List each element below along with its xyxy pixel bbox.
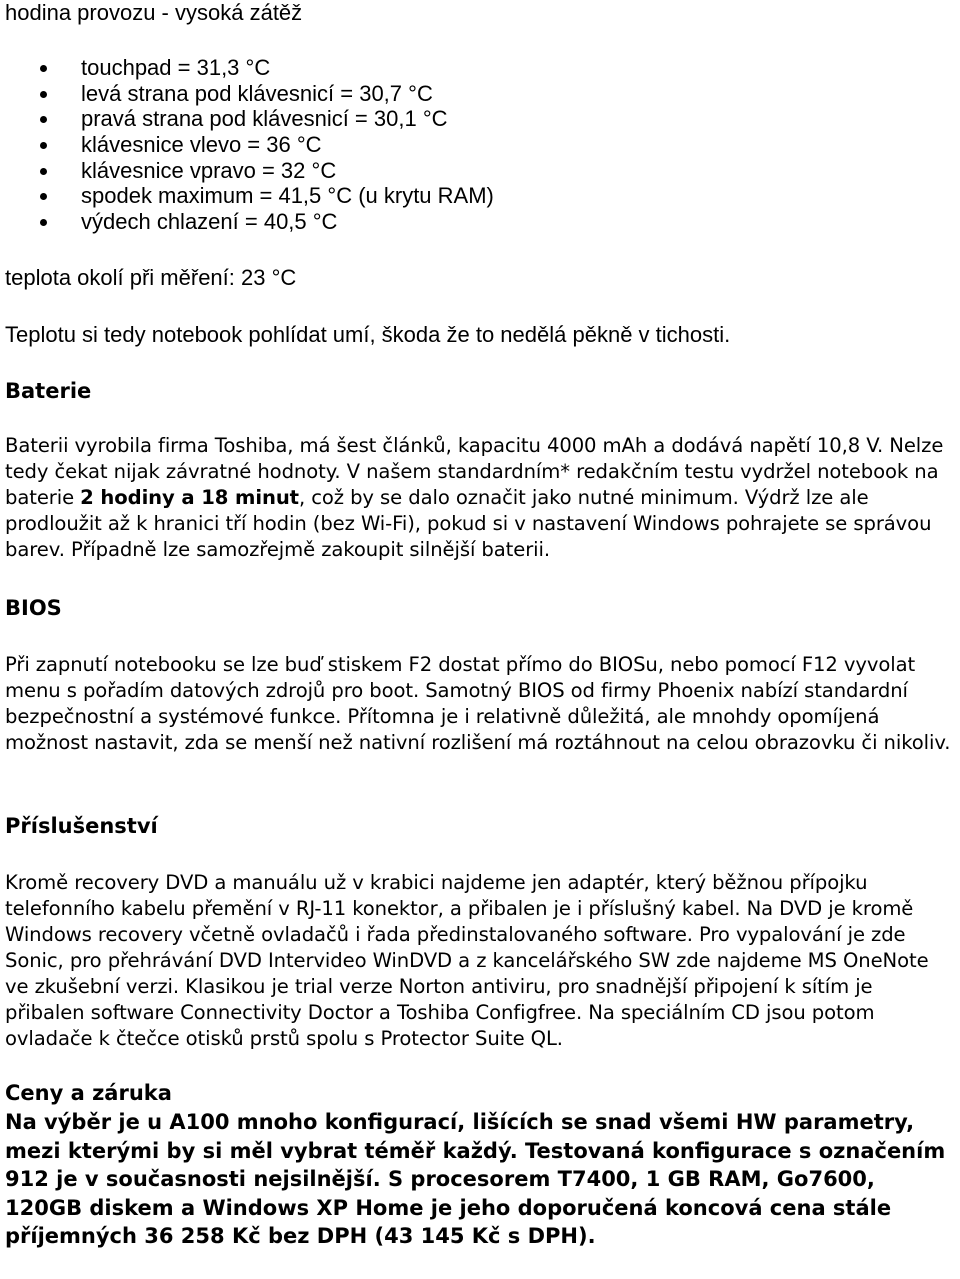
section-heading-load: hodina provozu - vysoká zátěž xyxy=(5,0,303,25)
accessories-paragraph: Kromě recovery DVD a manuálu už v krabici najdeme jen adaptér, který běžnou přípojku telefonního kabelu přemění v RJ-11 konektor, a přibalen je i příslušný kabel. Na DVD je kromě Windows recovery včetně ovladačů i řada předinstalovaného software. Pro vypalování je zde Sonic, pro přehrávání DVD Intervideo WinDVD a z kancelářského SW zde najdeme MS OneNote ve zkušební verzi. Klasikou je trial verze Norton antiviru, pro snadnější připojení k sítím je přibalen software Connectivity Doctor a Toshiba Configfree. Na speciálním CD jsou potom ovladače k čtečce otisků prstů spolu s Protector Suite QL. xyxy=(5,871,929,1050)
prices-paragraph: Na výběr je u A100 mnoho konfigurací, lišících se snad všemi HW parametry, mezi kterými by si měl vybrat téměř každý. Testovaná konfigurace s označením 912 je v současnosti nejsilnější. S procesorem T7400, 1 GB RAM, Go7600, 120GB diskem a Windows XP Home je jeho doporučená koncová cena stále příjemných 36 258 Kč bez DPH (43 145 Kč s DPH). xyxy=(5,1110,946,1248)
bullet-icon xyxy=(40,219,47,226)
bullet-icon xyxy=(40,91,47,98)
list-item: klávesnice vlevo = 36 °C xyxy=(0,132,494,158)
list-item: pravá strana pod klávesnicí = 30,1 °C xyxy=(0,106,494,132)
list-item: klávesnice vpravo = 32 °C xyxy=(0,158,494,184)
bullet-icon xyxy=(40,142,47,149)
list-item: spodek maximum = 41,5 °C (u krytu RAM) xyxy=(0,183,494,209)
bullet-icon xyxy=(40,65,47,72)
bullet-icon xyxy=(40,193,47,200)
prices-heading: Ceny a záruka xyxy=(5,1081,172,1105)
temperature-list xyxy=(0,55,494,235)
list-item: výdech chlazení = 40,5 °C xyxy=(0,209,494,235)
battery-heading: Baterie xyxy=(5,379,92,403)
temperature-comment: Teplotu si tedy notebook pohlídat umí, škoda že to nedělá pěkně v tichosti. xyxy=(5,322,731,347)
bullet-icon xyxy=(40,168,47,175)
accessories-heading: Příslušenství xyxy=(5,814,158,838)
ambient-temperature: teplota okolí při měření: 23 °C xyxy=(5,265,297,290)
bios-heading: BIOS xyxy=(5,596,62,620)
list-item: touchpad = 31,3 °C xyxy=(0,55,494,81)
list-item: levá strana pod klávesnicí = 30,7 °C xyxy=(0,81,494,107)
bios-paragraph: Při zapnutí notebooku se lze buď stiskem F2 dostat přímo do BIOSu, nebo pomocí F12 vyvolat menu s pořadím datových zdrojů pro boot. Samotný BIOS od firmy Phoenix nabízí standardní bezpečnostní a systémové funkce. Přítomna je i relativně důležitá, ale mnohdy opomíjená možnost nastavit, zda se menší než nativní rozlišení má roztáhnout na celou obrazovku či nikoliv. xyxy=(5,653,951,754)
bullet-icon xyxy=(40,116,47,123)
battery-paragraph: Baterii vyrobila firma Toshiba, má šest článků, kapacitu 4000 mAh a dodává napětí 10,8 V. Nelze tedy čekat nijak závratné hodnoty. V našem standardním* redakčním testu vydržel notebook na baterie 2 hodiny a 18 minut, což by se dalo označit jako nutné minimum. Výdrž lze ale prodloužit až k hranici tří hodin (bez Wi-Fi), pokud si v nastavení Windows pohrajete se správou barev. Případně lze samozřejmě zakoupit silnější baterii. xyxy=(5,434,944,561)
